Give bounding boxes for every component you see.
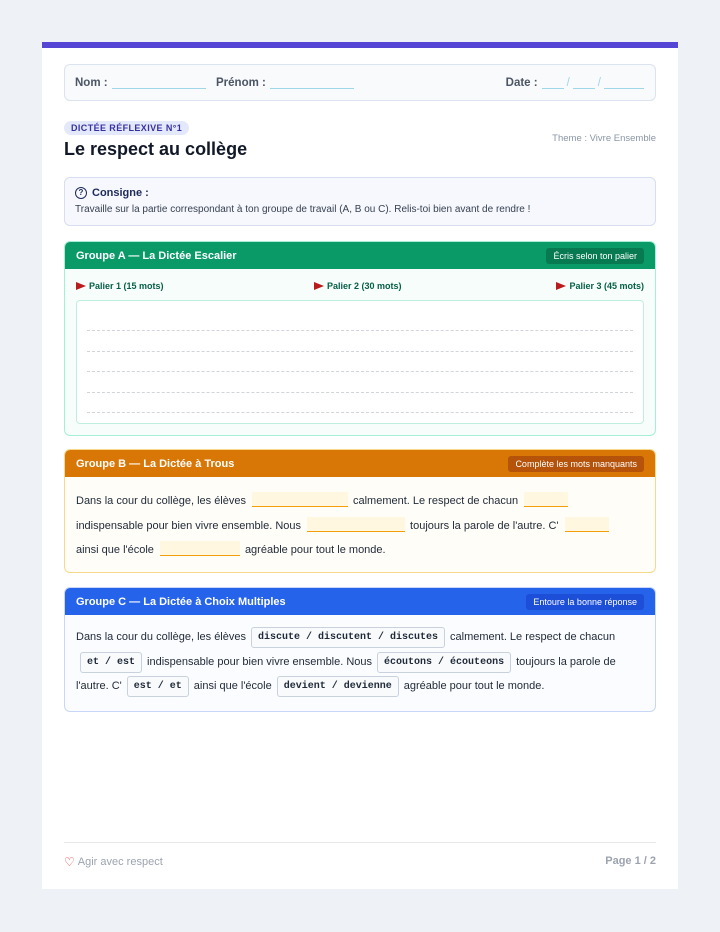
consigne-text: Travaille sur la partie correspondant à ton groupe de travail (A, B ou C). Relis-toi bien avant de rendre ! <box>75 204 531 215</box>
footer-motto-text: Agir avec respect <box>77 856 163 868</box>
prenom-label: Prénom : <box>216 77 266 89</box>
nom-label: Nom : <box>75 77 108 89</box>
page-footer <box>64 842 656 869</box>
nom-line[interactable] <box>112 76 206 89</box>
text-segment: indispensable pour bien vivre ensemble. Nous <box>147 655 373 668</box>
nom-field[interactable] <box>75 76 206 89</box>
choice-box[interactable]: et / est <box>80 652 142 673</box>
group-a-tag: Écris selon ton palier <box>546 248 644 264</box>
prenom-field[interactable] <box>216 76 354 89</box>
writing-area[interactable] <box>76 300 644 424</box>
text-segment: Dans la cour du collège, les élèves <box>76 631 246 643</box>
text-segment: Dans la cour du collège, les élèves <box>76 495 246 507</box>
dictee-badge: DICTÉE RÉFLEXIVE N°1 <box>64 121 189 135</box>
question-circle-icon: ? <box>75 187 87 199</box>
blank-field[interactable] <box>252 492 348 507</box>
group-c-section <box>64 587 656 712</box>
group-a-title: Groupe A — La Dictée Escalier <box>76 250 237 262</box>
group-c-title: Groupe C — La Dictée à Choix Multiples <box>76 596 286 608</box>
date-separator: / <box>566 77 570 89</box>
group-b-text <box>76 489 644 563</box>
text-segment: ainsi que l'école <box>193 680 272 692</box>
writing-line <box>87 330 633 331</box>
text-segment: toujours la parole de l'autre. C' <box>410 519 559 532</box>
consigne-label: Consigne : <box>92 187 149 199</box>
choice-box[interactable]: discute / discutent / discutes <box>251 627 445 648</box>
choice-box[interactable]: devient / devienne <box>277 676 399 697</box>
identity-box <box>64 64 656 101</box>
palier-1-label: Palier 1 (15 mots) <box>89 281 164 291</box>
writing-line <box>87 412 633 413</box>
worksheet-page <box>42 42 678 889</box>
consigne-box <box>64 177 656 226</box>
text-segment: toujours la parole de l'autre. C' <box>76 655 616 692</box>
text-segment: agréable pour tout le monde. <box>244 544 386 556</box>
date-year-line[interactable] <box>604 76 644 89</box>
writing-line <box>87 371 633 372</box>
text-segment: agréable pour tout le monde. <box>403 680 545 692</box>
consigne-header <box>75 187 149 199</box>
text-segment: calmement. Le respect de chacun <box>450 631 616 643</box>
text-segment: indispensable pour bien vivre ensemble. Nous <box>76 519 302 532</box>
group-b-header <box>65 450 655 477</box>
prenom-line[interactable] <box>270 76 354 89</box>
page-number: Page 1 / 2 <box>605 855 656 867</box>
text-segment: calmement. Le respect de chacun <box>352 495 519 507</box>
date-field[interactable] <box>506 76 644 89</box>
palier-2 <box>314 281 402 291</box>
text-segment: ainsi que l'école <box>76 544 154 556</box>
blank-field[interactable] <box>160 541 240 556</box>
palier-2-label: Palier 2 (30 mots) <box>327 281 402 291</box>
group-b-tag: Complète les mots manquants <box>508 456 644 472</box>
flag-icon <box>556 282 566 290</box>
theme-label: Theme : Vivre Ensemble <box>552 133 656 144</box>
palier-3 <box>556 281 644 291</box>
palier-3-label: Palier 3 (45 mots) <box>569 281 644 291</box>
date-label: Date : <box>505 77 538 89</box>
blank-field[interactable] <box>524 492 568 507</box>
writing-line <box>87 392 633 393</box>
date-day-line[interactable] <box>542 76 564 89</box>
group-b-section <box>64 449 656 573</box>
flag-icon <box>76 282 86 290</box>
heart-icon: ♡ <box>64 855 75 869</box>
group-c-tag: Entoure la bonne réponse <box>526 594 644 610</box>
blank-field[interactable] <box>307 517 405 532</box>
palier-1 <box>76 281 164 291</box>
writing-line <box>87 351 633 352</box>
flag-icon <box>314 282 324 290</box>
blank-field[interactable] <box>565 517 609 532</box>
group-a-section <box>64 241 656 436</box>
choice-box[interactable]: est / et <box>127 676 189 697</box>
group-a-header <box>65 242 655 269</box>
group-c-text <box>76 625 644 699</box>
date-month-line[interactable] <box>573 76 595 89</box>
footer-motto <box>64 855 163 869</box>
group-b-title: Groupe B — La Dictée à Trous <box>76 458 235 470</box>
date-separator: / <box>597 77 601 89</box>
group-c-header <box>65 588 655 615</box>
page-title: Le respect au collège <box>64 139 248 159</box>
choice-box[interactable]: écoutons / écouteons <box>377 652 511 673</box>
